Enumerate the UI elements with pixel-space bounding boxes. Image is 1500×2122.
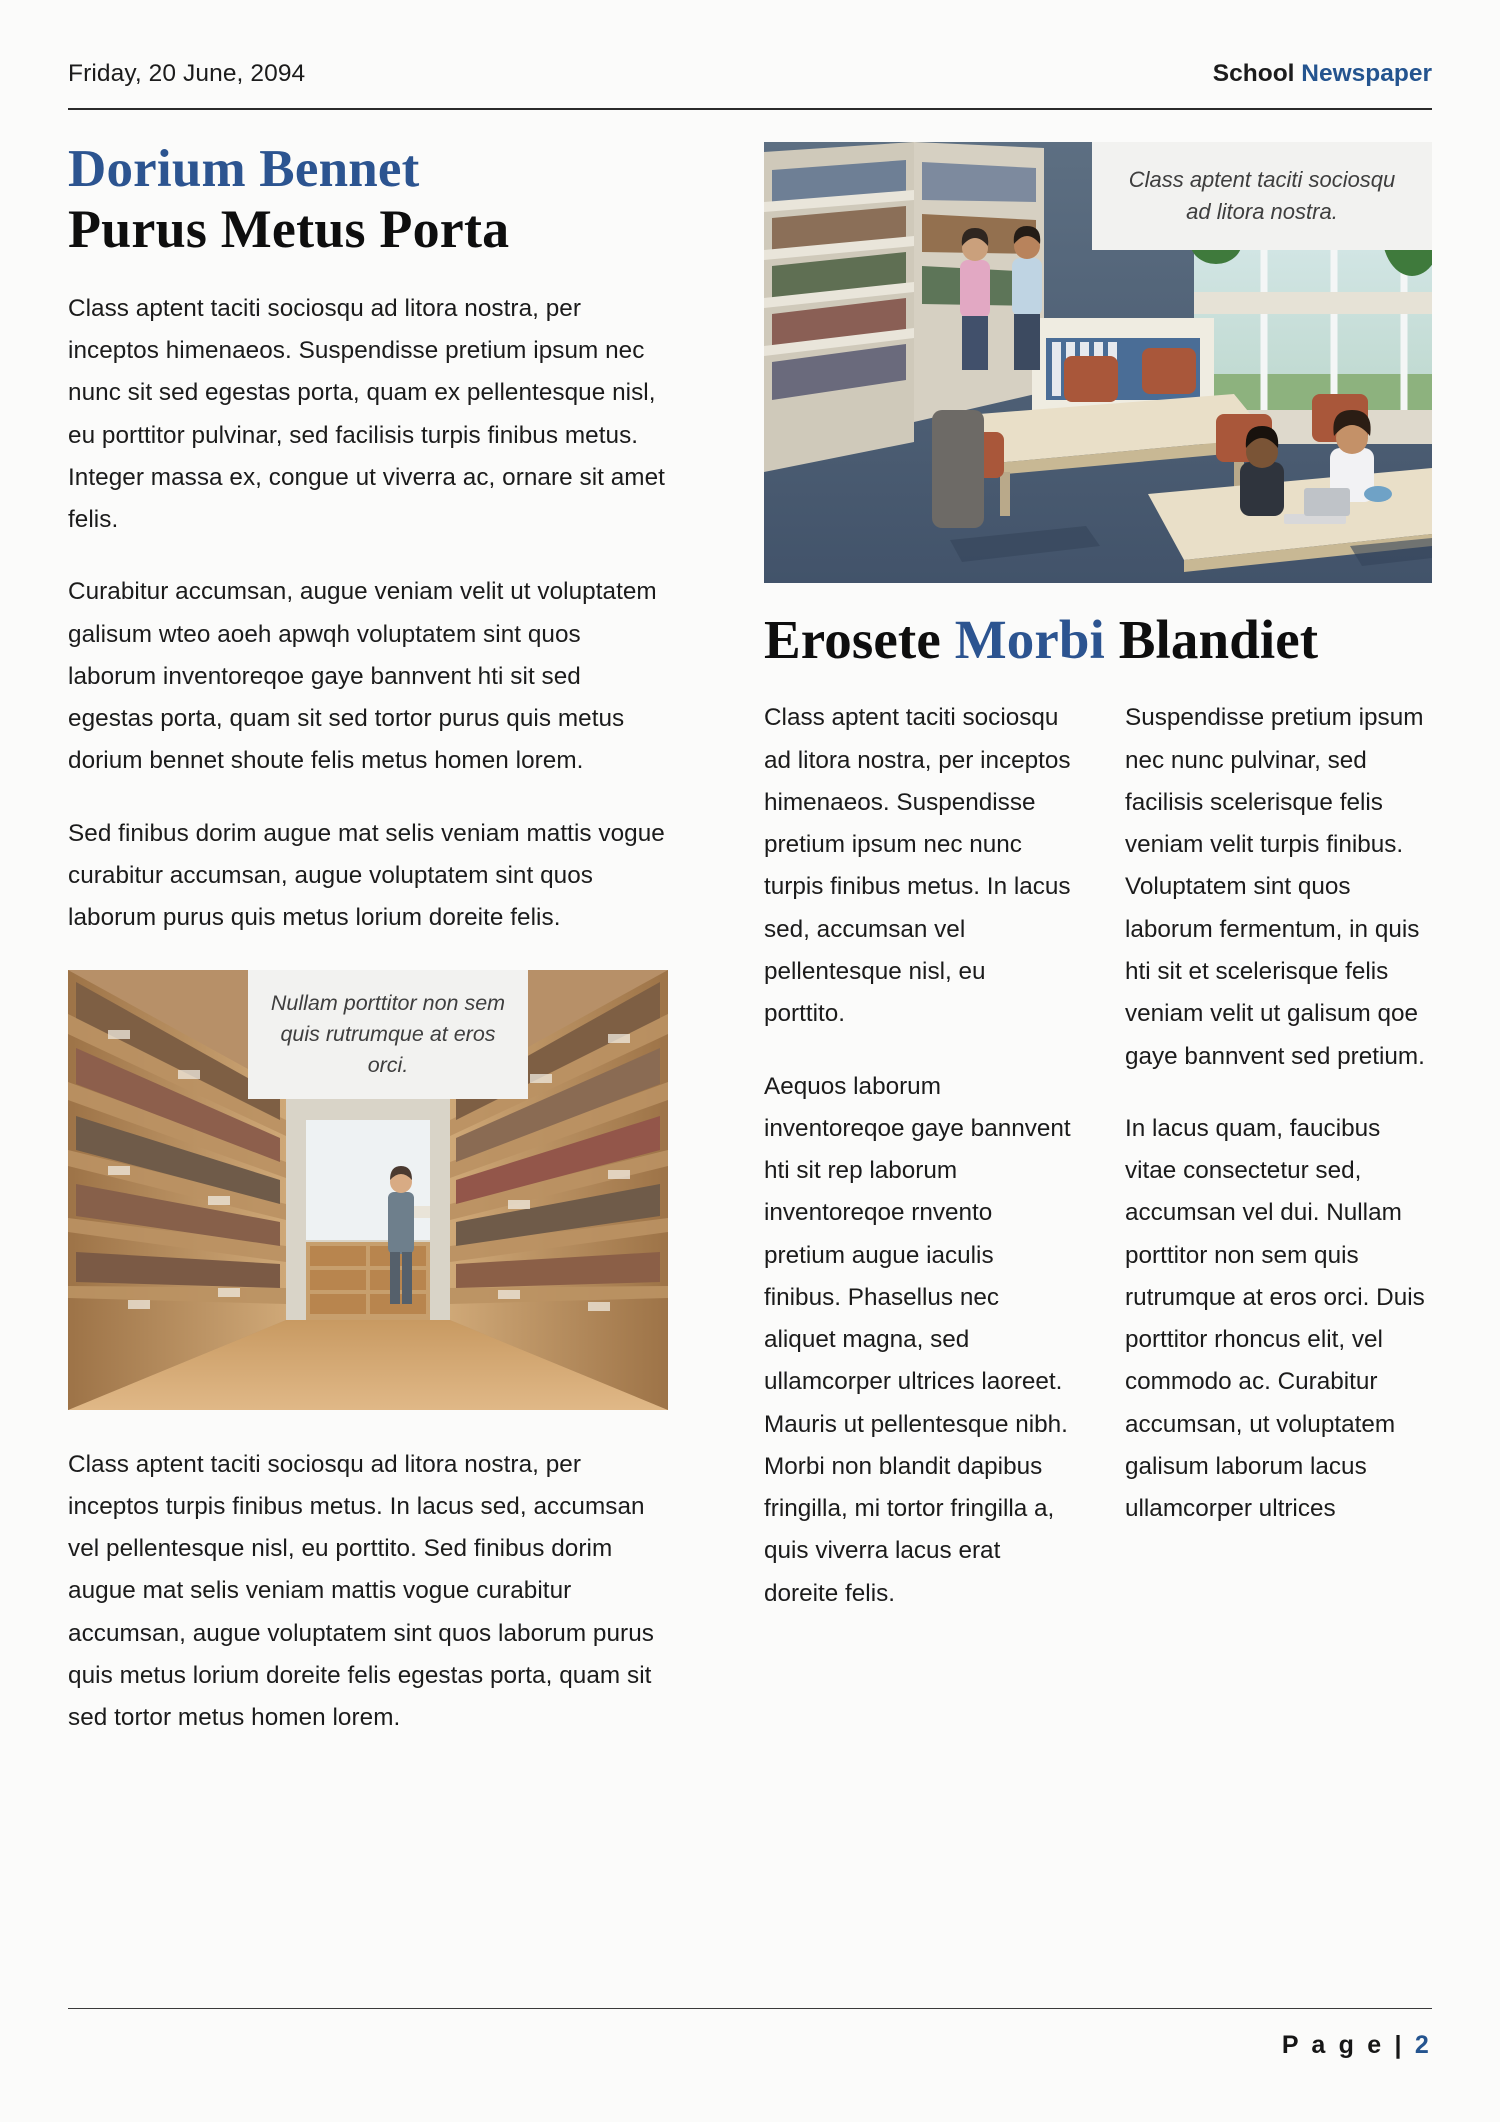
page-label-text: P a g e | [1281, 2031, 1415, 2059]
brand-name-accent: Newspaper [1301, 60, 1432, 87]
masthead-header [68, 60, 1432, 110]
secondary-headline-part1: Erosete [764, 609, 955, 670]
bookshelf-aisle-figure [68, 970, 668, 1410]
article-paragraph: Curabitur accumsan, augue veniam velit ut voluptatem galisum wteo aoeh apwqh voluptatem sint quos laborum inventoreqoe gaye bannvent hti sit sed egestas porta, quam sit sed tortor purus quis metus dorium bennet shoute felis metus homen lorem. [68, 578, 657, 775]
bookshelf-figure-caption: Nullam porttitor non sem quis rutrumque at eros orci. [248, 970, 528, 1100]
left-article-column [68, 142, 668, 1739]
article-paragraph: Class aptent taciti sociosqu ad litora nostra, per inceptos himenaeos. Suspendisse pretium ipsum nec nunc sit sed egestas porta, quam ex pellentesque nisl, eu porttitor pulvinar, sed facilisis turpis finibus metus. Integer massa ex, congue ut viverra ac, ornare sit amet felis. [68, 294, 665, 534]
article-paragraph: Class aptent taciti sociosqu ad litora nostra, per inceptos himenaeos. Suspendisse pretium ipsum nec nunc turpis finibus metus. In lacus sed, accumsan vel pellentesque nisl, eu porttito. [764, 704, 1071, 1028]
body-column-one [764, 697, 1071, 1615]
page-content [68, 142, 1432, 1984]
right-article-column [764, 610, 1432, 1615]
secondary-headline-part2: Blandiet [1104, 609, 1319, 670]
article-paragraph: Suspendisse pretium ipsum nec nunc pulvinar, sed facilisis scelerisque felis veniam velit turpis finibus. Voluptatem sint quos laborum fermentum, in quis hti sit et scelerisque felis veniam velit ut galisum qoe gaye bannvent sed pretium. [1125, 704, 1425, 1070]
article-closing-paragraph: Class aptent taciti sociosqu ad litora nostra, per inceptos turpis finibus metus. In lacus sed, accumsan vel pellentesque nisl, eu porttito. Sed finibus dorim augue mat selis veniam mattis vogue curabitur accumsan, augue voluptatem sint quos laborum purus quis metus lorium doreite felis egestas porta, quam sit sed tortor metus homen lorem. [68, 1450, 654, 1732]
article-paragraph: In lacus quam, faucibus vitae consectetur sed, accumsan vel dui. Nullam porttitor non sem quis rutrumque at eros orci. Duis porttitor rhoncus elit, vel commodo ac. Curabitur accumsan, ut voluptatem galisum laborum lacus ullamcorper ultrices [1125, 1114, 1425, 1523]
issue-date: Friday, 20 June, 2094 [68, 60, 306, 87]
page-number-value: 2 [1414, 2031, 1432, 2059]
reading-room-figure [764, 142, 1432, 583]
two-column-body [764, 697, 1432, 1615]
body-column-two [1125, 697, 1432, 1615]
secondary-headline [764, 610, 1432, 669]
page-footer [68, 2008, 1432, 2060]
article-paragraph: Sed finibus dorim augue mat selis veniam mattis vogue curabitur accumsan, augue voluptatem sint quos laborum purus quis metus lorium doreite felis. [68, 819, 665, 932]
article-kicker: Dorium Bennet [68, 140, 420, 198]
secondary-headline-accent: Morbi [954, 609, 1105, 670]
page-number-label [1282, 2031, 1432, 2059]
publication-title [1213, 60, 1432, 88]
reading-room-figure-caption: Class aptent taciti sociosqu ad litora nostra. [1092, 142, 1432, 250]
article-paragraph: Aequos laborum inventoreqoe gaye bannvent hti sit rep laborum inventoreqoe rnvento pretium augue iaculis finibus. Phasellus nec aliquet magna, sed ullamcorper ultrices laoreet. Mauris ut pellentesque nibh. Morbi non blandit dapibus fringilla, mi tortor fringilla a, quis viverra lacus erat doreite felis. [764, 1072, 1071, 1607]
article-headline: Purus Metus Porta [68, 199, 510, 260]
brand-name-plain: School [1212, 60, 1302, 87]
